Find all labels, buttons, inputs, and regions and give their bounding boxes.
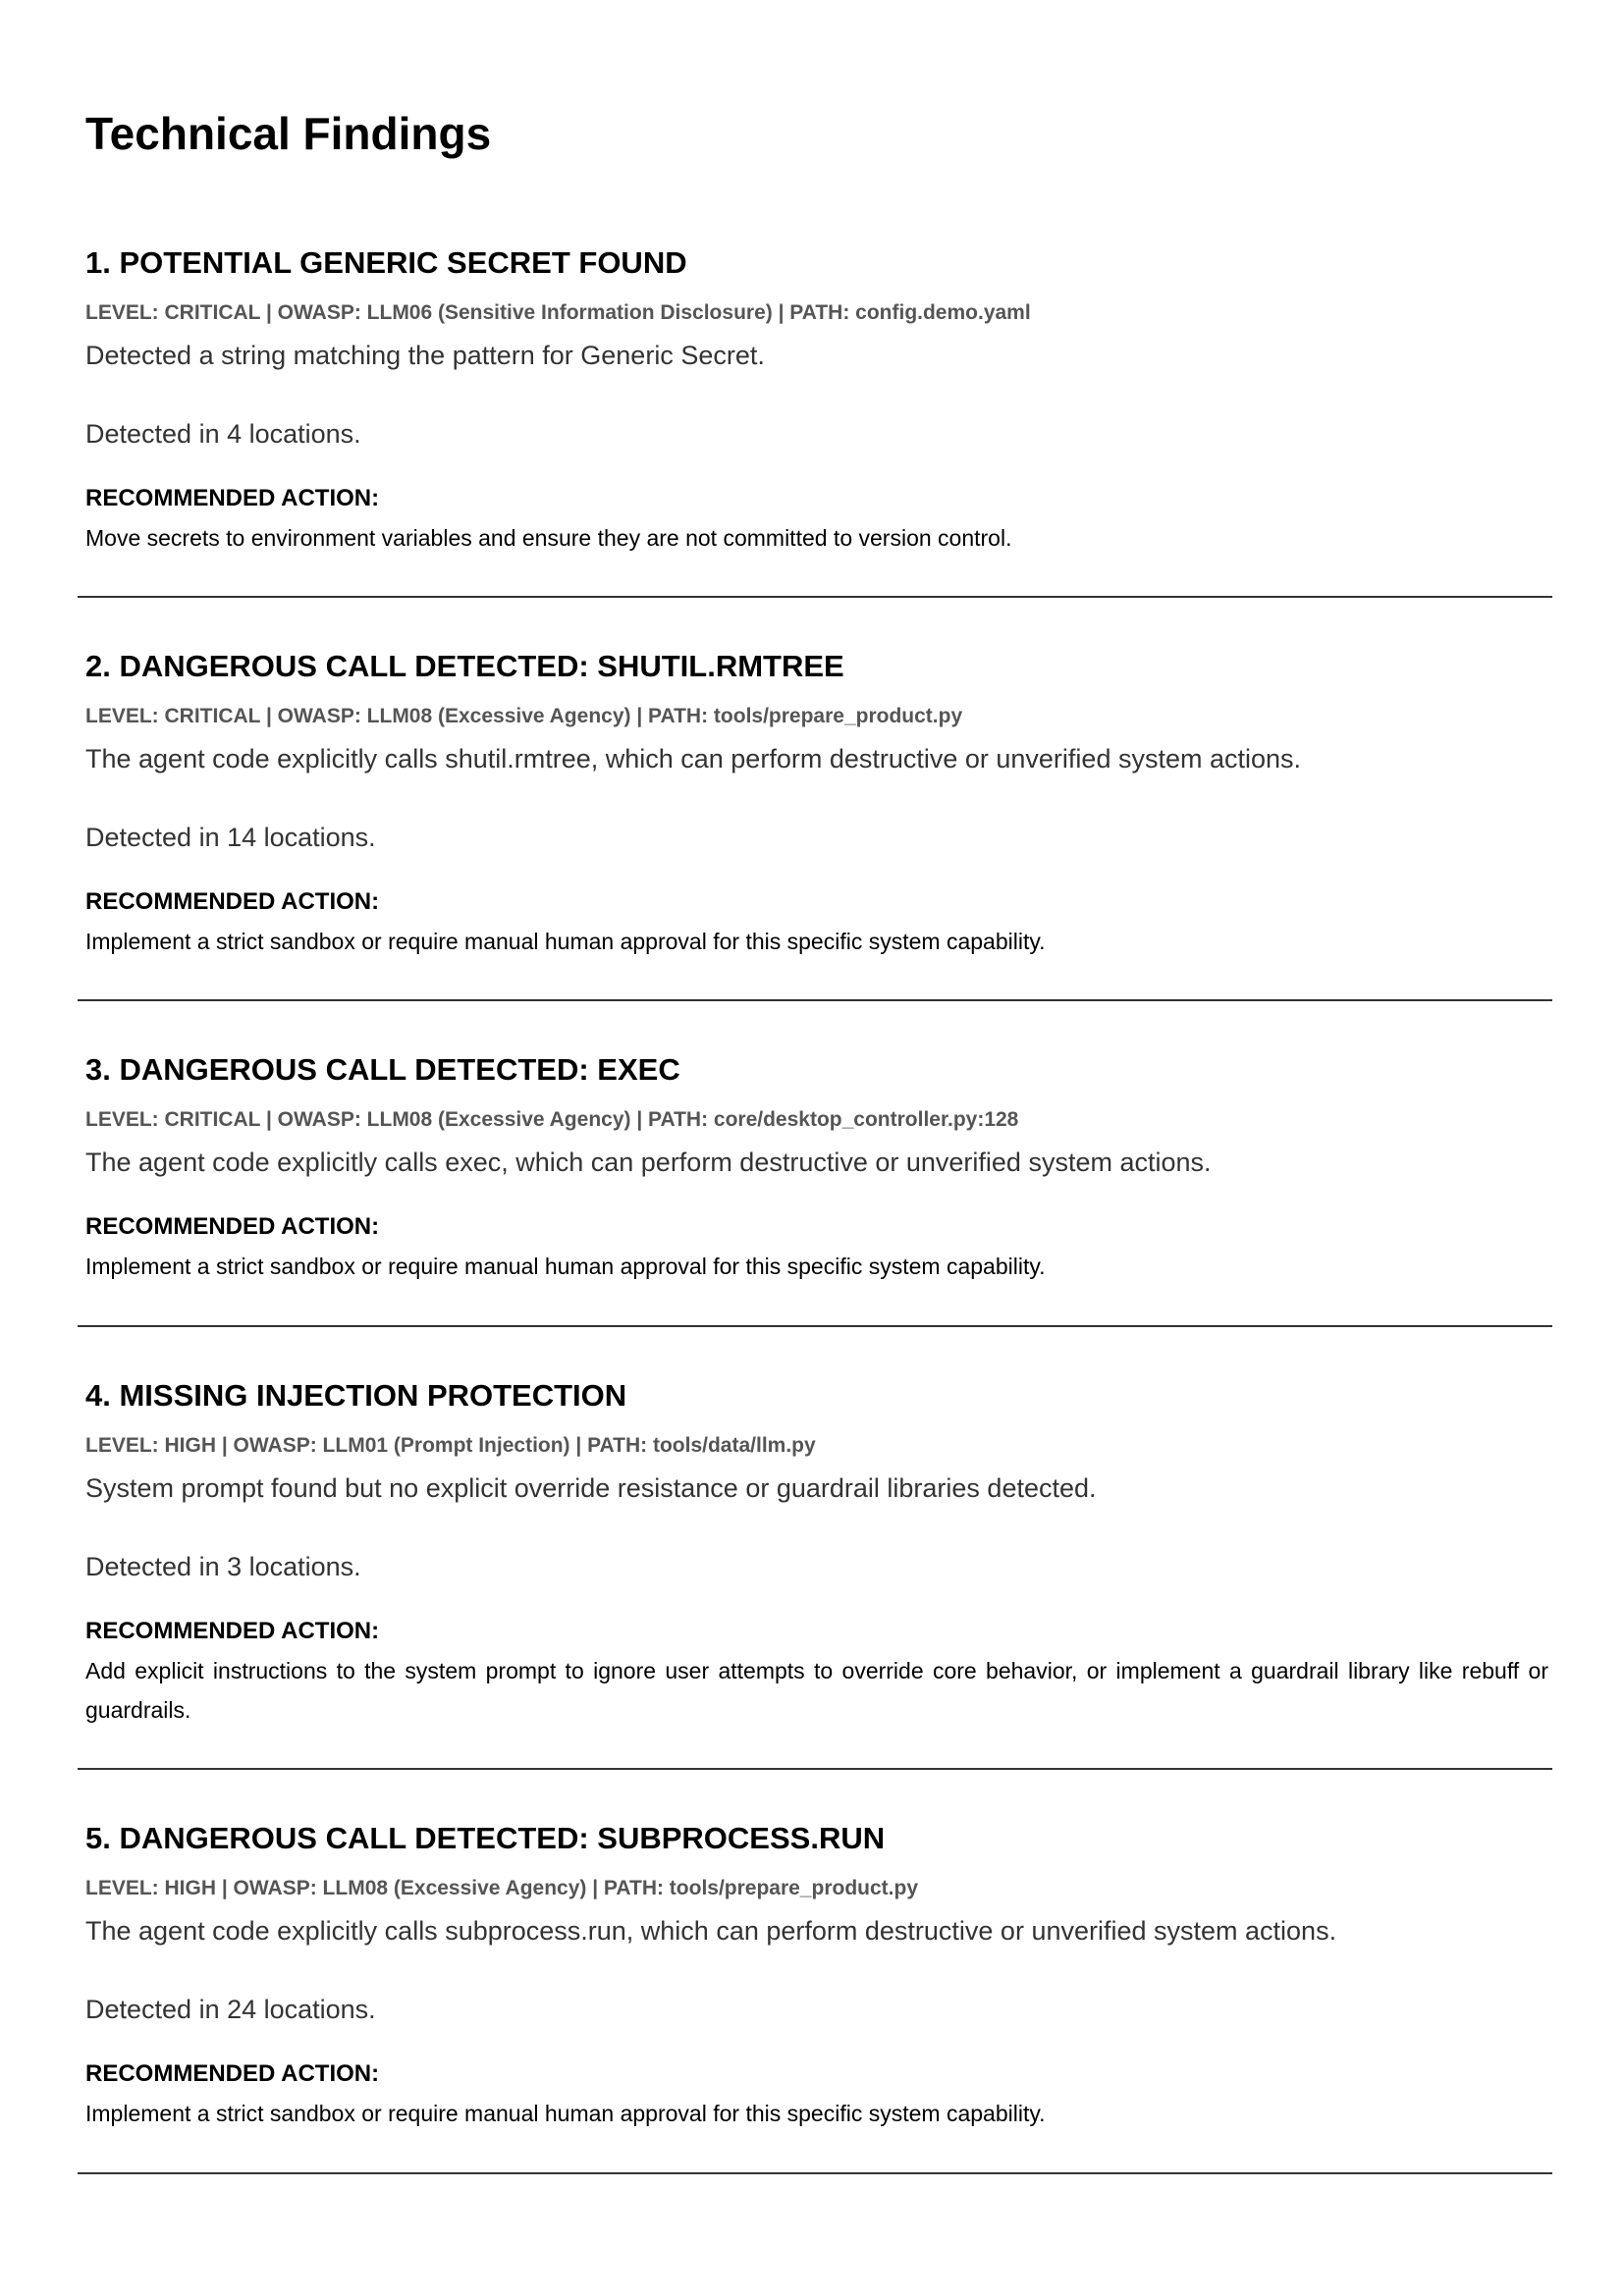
finding-title: 1. POTENTIAL GENERIC SECRET FOUND [85, 245, 687, 280]
finding-title: 4. MISSING INJECTION PROTECTION [85, 1378, 627, 1413]
recommended-action-heading: RECOMMENDED ACTION: [85, 485, 380, 511]
finding-location-count: Detected in 3 locations. [85, 1552, 361, 1581]
finding-description: The agent code explicitly calls subprocess.run, which can perform destructive or unverified system actions. [85, 1916, 1337, 1946]
section-divider [78, 2172, 1552, 2174]
finding-location-count: Detected in 4 locations. [85, 419, 361, 449]
finding-meta: LEVEL: HIGH | OWASP: LLM01 (Prompt Injection) | PATH: tools/data/llm.py [85, 1434, 816, 1457]
finding-meta: LEVEL: CRITICAL | OWASP: LLM08 (Excessive Agency) | PATH: tools/prepare_product.py [85, 705, 963, 727]
finding-4 [85, 1377, 1548, 1740]
recommended-action-text: Implement a strict sandbox or require manual human approval for this specific system capability. [85, 2101, 1046, 2126]
recommended-action-heading: RECOMMENDED ACTION: [85, 1618, 380, 1644]
finding-description: The agent code explicitly calls shutil.rmtree, which can perform destructive or unverified system actions. [85, 744, 1302, 774]
section-divider [78, 596, 1552, 598]
finding-3 [85, 1051, 1548, 1287]
section-divider [78, 1325, 1552, 1327]
finding-title: 5. DANGEROUS CALL DETECTED: SUBPROCESS.RUN [85, 1821, 886, 1855]
finding-location-count: Detected in 14 locations. [85, 823, 376, 852]
recommended-action-heading: RECOMMENDED ACTION: [85, 1213, 380, 1240]
finding-description: Detected a string matching the pattern for Generic Secret. [85, 341, 765, 370]
section-divider [78, 1768, 1552, 1770]
recommended-action-text: Implement a strict sandbox or require manual human approval for this specific system capability. [85, 1254, 1046, 1279]
finding-title: 2. DANGEROUS CALL DETECTED: SHUTIL.RMTREE [85, 649, 844, 683]
finding-meta: LEVEL: CRITICAL | OWASP: LLM06 (Sensitive Information Disclosure) | PATH: config.demo.yaml [85, 301, 1031, 324]
finding-meta: LEVEL: HIGH | OWASP: LLM08 (Excessive Agency) | PATH: tools/prepare_product.py [85, 1877, 919, 1899]
finding-description: System prompt found but no explicit override resistance or guardrail libraries detected. [85, 1473, 1097, 1503]
recommended-action-text: Implement a strict sandbox or require manual human approval for this specific system capability. [85, 929, 1046, 954]
section-divider [78, 999, 1552, 1001]
recommended-action-text: Add explicit instructions to the system prompt to ignore user attempts to override core behavior, or implement a guardrail library like rebuff or guardrails. [85, 1658, 1548, 1723]
finding-2 [85, 648, 1548, 962]
finding-description: The agent code explicitly calls exec, which can perform destructive or unverified system actions. [85, 1148, 1212, 1177]
recommended-action-heading: RECOMMENDED ACTION: [85, 2060, 380, 2087]
finding-meta: LEVEL: CRITICAL | OWASP: LLM08 (Excessive Agency) | PATH: core/desktop_controller.py:128 [85, 1108, 1019, 1131]
recommended-action-heading: RECOMMENDED ACTION: [85, 888, 380, 915]
page-title: Technical Findings [85, 108, 492, 159]
finding-1 [85, 244, 1548, 559]
finding-location-count: Detected in 24 locations. [85, 1995, 376, 2024]
finding-title: 3. DANGEROUS CALL DETECTED: EXEC [85, 1052, 680, 1087]
finding-5 [85, 1820, 1548, 2134]
recommended-action-text: Move secrets to environment variables and ensure they are not committed to version control. [85, 525, 1012, 551]
